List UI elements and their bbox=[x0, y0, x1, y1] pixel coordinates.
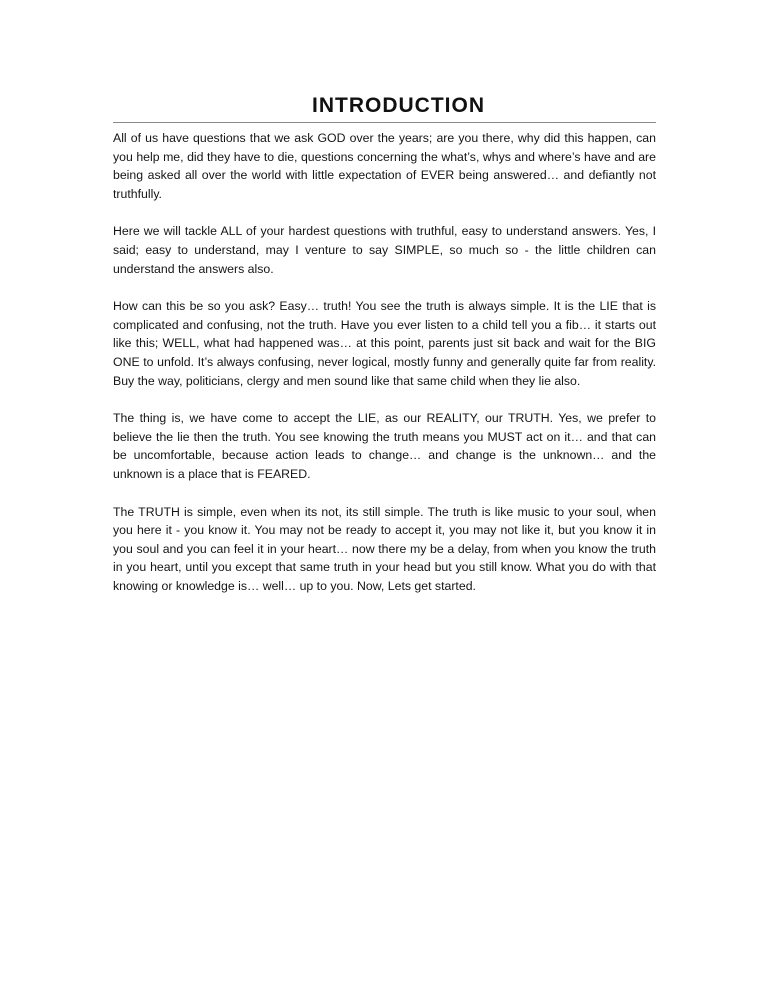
paragraph-3: How can this be so you ask? Easy… truth! You see the truth is always simple. It is the LIE that is complicated and confusing, not the truth. Have you ever listen to a child tell you a fib… it starts out like this; WELL, what had happened was… at this point, parents just sit back and wait for the BIG ONE to unfold. It’s always confusing, never logical, mostly funny and generally quite far from reality. Buy the way, politicians, clergy and men sound like that same child when they lie also. bbox=[113, 299, 656, 388]
paragraph-4: The thing is, we have come to accept the LIE, as our REALITY, our TRUTH. Yes, we prefer to believe the lie then the truth. You see knowing the truth means you MUST act on it… and that can be uncomfortable, because action leads to change… and change is the unknown… and the unknown is a place that is FEARED. bbox=[113, 411, 656, 481]
paragraph-1: All of us have questions that we ask GOD over the years; are you there, why did this happen, can you help me, did they have to die, questions concerning the what’s, whys and where’s have and are being asked all over the world with little expectation of EVER being answered… and defiantly not truthfully. bbox=[113, 131, 656, 201]
page-title: INTRODUCTION bbox=[312, 94, 485, 117]
paragraph-5: The TRUTH is simple, even when its not, its still simple. The truth is like music to your soul, when you here it - you know it. You may not be ready to accept it, you may not like it, but you know it in you soul and you can feel it in your heart… now there my be a delay, from when you know the truth in you heart, until you except that same truth in your head but you still know. What you do with that knowing or knowledge is… well… up to you. Now, Lets get started. bbox=[113, 504, 656, 593]
document-body bbox=[113, 92, 656, 614]
title-underline bbox=[113, 122, 656, 123]
paragraph-2: Here we will tackle ALL of your hardest questions with truthful, easy to understand answers. Yes, I said; easy to understand, may I venture to say SIMPLE, so much so - the little children can understand the answers also. bbox=[113, 224, 656, 276]
